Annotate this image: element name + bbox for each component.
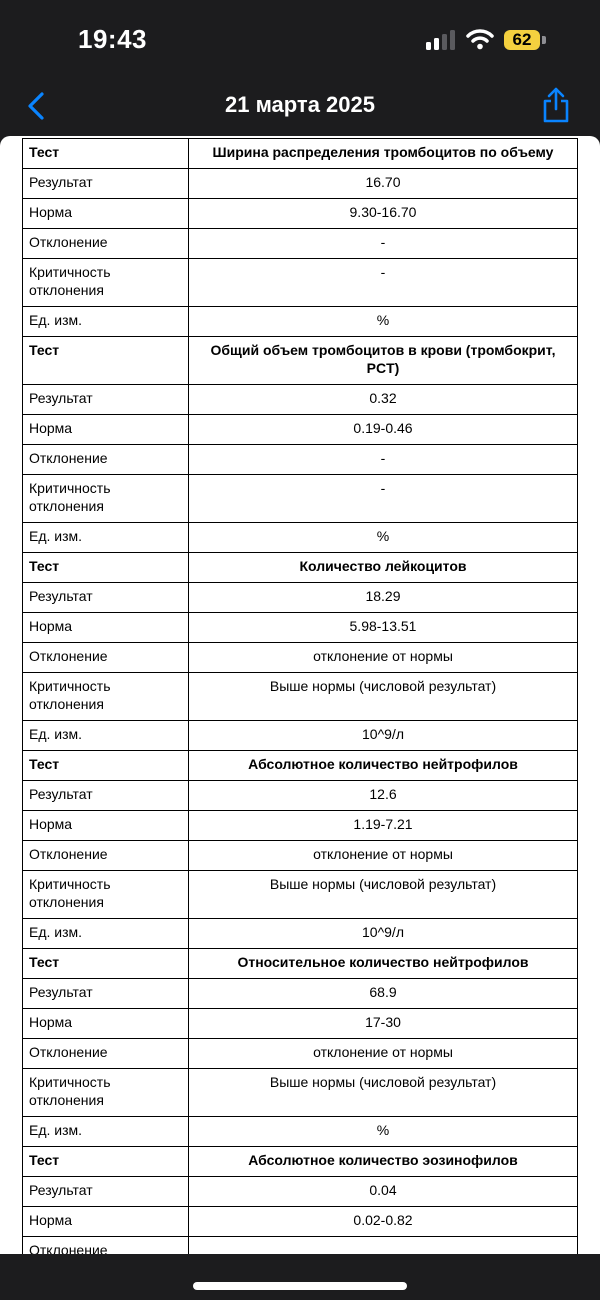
row-value: 10^9/л xyxy=(189,919,578,949)
row-value: - xyxy=(189,259,578,307)
row-value: 0.04 xyxy=(189,1177,578,1207)
table-row xyxy=(23,385,578,415)
row-value: 17-30 xyxy=(189,1009,578,1039)
test-name: Ширина распределения тромбоцитов по объему xyxy=(189,139,578,169)
home-area xyxy=(0,1254,600,1300)
battery-tip xyxy=(542,36,546,44)
table-row xyxy=(23,307,578,337)
table-row xyxy=(23,1177,578,1207)
row-label: Результат xyxy=(23,583,189,613)
row-value: % xyxy=(189,1117,578,1147)
signal-icon xyxy=(426,30,460,50)
table-row xyxy=(23,673,578,721)
row-value: 0.02-0.82 xyxy=(189,1207,578,1237)
row-label: Отклонение xyxy=(23,229,189,259)
battery-icon xyxy=(504,30,548,50)
row-value: 9.30-16.70 xyxy=(189,199,578,229)
table-row xyxy=(23,979,578,1009)
row-label: Результат xyxy=(23,169,189,199)
row-label: Отклонение xyxy=(23,445,189,475)
table-row xyxy=(23,841,578,871)
table-row xyxy=(23,169,578,199)
row-label: Критичность отклонения xyxy=(23,475,189,523)
test-name: Абсолютное количество нейтрофилов xyxy=(189,751,578,781)
row-label: Результат xyxy=(23,385,189,415)
table-row xyxy=(23,445,578,475)
table-row xyxy=(23,781,578,811)
table-row xyxy=(23,199,578,229)
row-label: Норма xyxy=(23,613,189,643)
table-row xyxy=(23,1117,578,1147)
row-value: % xyxy=(189,307,578,337)
table-row xyxy=(23,1009,578,1039)
row-label: Тест xyxy=(23,1147,189,1177)
row-label: Критичность отклонения xyxy=(23,1069,189,1117)
nav-bar xyxy=(0,78,600,136)
row-label: Результат xyxy=(23,781,189,811)
row-label: Результат xyxy=(23,1177,189,1207)
row-label: Норма xyxy=(23,1207,189,1237)
table-row xyxy=(23,415,578,445)
table-row xyxy=(23,229,578,259)
test-header-row xyxy=(23,1147,578,1177)
battery-level: 62 xyxy=(504,30,540,50)
row-label: Ед. изм. xyxy=(23,307,189,337)
table-row xyxy=(23,1069,578,1117)
test-header-row xyxy=(23,553,578,583)
share-icon[interactable] xyxy=(540,86,572,124)
row-label: Отклонение xyxy=(23,841,189,871)
test-header-row xyxy=(23,949,578,979)
row-value: % xyxy=(189,523,578,553)
table-row xyxy=(23,1207,578,1237)
row-value: - xyxy=(189,229,578,259)
status-bar xyxy=(0,0,600,78)
row-value: 18.29 xyxy=(189,583,578,613)
row-value: Выше нормы (числовой результат) xyxy=(189,1069,578,1117)
table-row xyxy=(23,523,578,553)
row-label: Тест xyxy=(23,337,189,385)
table-row xyxy=(23,583,578,613)
test-name: Относительное количество нейтрофилов xyxy=(189,949,578,979)
row-label: Ед. изм. xyxy=(23,523,189,553)
row-value: 0.32 xyxy=(189,385,578,415)
row-value: 1.19-7.21 xyxy=(189,811,578,841)
results-content[interactable] xyxy=(0,136,600,1254)
test-header-row xyxy=(23,337,578,385)
row-value: - xyxy=(189,475,578,523)
table-row xyxy=(23,475,578,523)
row-label: Отклонение xyxy=(23,1039,189,1069)
row-value: отклонение от нормы xyxy=(189,841,578,871)
row-label: Тест xyxy=(23,553,189,583)
table-row xyxy=(23,811,578,841)
home-indicator[interactable] xyxy=(193,1282,407,1290)
wifi-icon xyxy=(466,28,494,50)
row-value: отклонение от нормы xyxy=(189,1039,578,1069)
test-name: Общий объем тромбоцитов в крови (тромбокрит, PCT) xyxy=(189,337,578,385)
row-label: Критичность отклонения xyxy=(23,673,189,721)
row-label: Отклонение xyxy=(23,643,189,673)
row-value: отклонение от нормы xyxy=(189,643,578,673)
row-label: Тест xyxy=(23,949,189,979)
status-time: 19:43 xyxy=(78,24,147,54)
table-row xyxy=(23,613,578,643)
row-label: Ед. изм. xyxy=(23,721,189,751)
row-label: Норма xyxy=(23,811,189,841)
row-label: Тест xyxy=(23,751,189,781)
row-value: Выше нормы (числовой результат) xyxy=(189,871,578,919)
test-header-row xyxy=(23,139,578,169)
test-name: Абсолютное количество эозинофилов xyxy=(189,1147,578,1177)
row-label: Ед. изм. xyxy=(23,919,189,949)
row-value: 10^9/л xyxy=(189,721,578,751)
row-label: Норма xyxy=(23,1009,189,1039)
row-label: Критичность отклонения xyxy=(23,871,189,919)
row-label: Тест xyxy=(23,139,189,169)
row-value: 5.98-13.51 xyxy=(189,613,578,643)
table-row xyxy=(23,1237,578,1255)
table-row xyxy=(23,1039,578,1069)
row-label: Ед. изм. xyxy=(23,1117,189,1147)
row-value: Выше нормы (числовой результат) xyxy=(189,673,578,721)
table-row xyxy=(23,871,578,919)
test-name: Количество лейкоцитов xyxy=(189,553,578,583)
row-value: 0.19-0.46 xyxy=(189,415,578,445)
table-row xyxy=(23,919,578,949)
row-label: Критичность отклонения xyxy=(23,259,189,307)
row-value: 16.70 xyxy=(189,169,578,199)
row-label: Норма xyxy=(23,415,189,445)
row-value: - xyxy=(189,445,578,475)
row-value xyxy=(189,1237,578,1255)
row-value: 12.6 xyxy=(189,781,578,811)
test-header-row xyxy=(23,751,578,781)
row-value: 68.9 xyxy=(189,979,578,1009)
results-table xyxy=(22,138,578,1254)
page-title: 21 марта 2025 xyxy=(224,92,375,117)
row-label: Результат xyxy=(23,979,189,1009)
row-label: Норма xyxy=(23,199,189,229)
row-label: Отклонение xyxy=(23,1237,189,1255)
table-row xyxy=(23,721,578,751)
table-row xyxy=(23,259,578,307)
table-row xyxy=(23,643,578,673)
